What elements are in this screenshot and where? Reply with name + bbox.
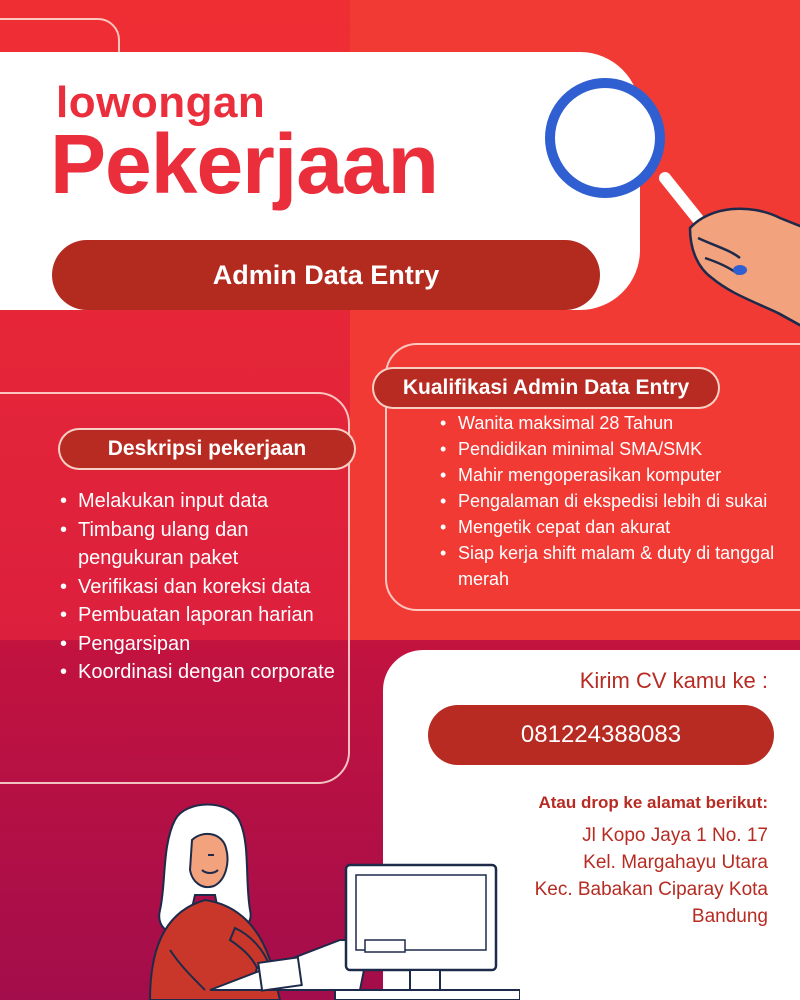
list-item: • Wanita maksimal 28 Tahun — [438, 410, 778, 436]
description-list — [58, 487, 348, 687]
job-title-pill: Admin Data Entry — [52, 240, 600, 310]
list-item: • Mengetik cepat dan akurat — [438, 514, 778, 540]
list-item: • Pendidikan minimal SMA/SMK — [438, 436, 778, 462]
address-block — [500, 822, 768, 930]
address-line: Bandung — [691, 906, 768, 927]
list-item: • Koordinasi dengan corporate — [58, 658, 348, 687]
address-line: Kel. Margahayu Utara — [583, 852, 768, 873]
qualification-list — [438, 410, 778, 592]
address-line: Jl Kopo Jaya 1 No. 17 — [582, 825, 768, 846]
phone-number[interactable]: 081224388083 — [428, 705, 774, 765]
qualification-label: Kualifikasi Admin Data Entry — [372, 367, 720, 409]
woman-at-computer-illustration — [110, 800, 520, 1000]
magnifying-glass-icon — [540, 78, 800, 338]
list-item: • Pengalaman di ekspedisi lebih di sukai — [438, 488, 778, 514]
page-title: Pekerjaan — [50, 117, 438, 211]
list-item: • Timbang ulang dan pengukuran paket — [58, 516, 348, 573]
send-cv-label: Kirim CV kamu ke : — [579, 668, 768, 693]
address-line: Kec. Babakan Ciparay Kota — [534, 879, 768, 900]
drop-address-label: Atau drop ke alamat berikut: — [538, 793, 768, 812]
description-label: Deskripsi pekerjaan — [58, 428, 356, 470]
list-item: • Pengarsipan — [58, 630, 348, 659]
list-item: • Siap kerja shift malam & duty di tanggal merah — [438, 540, 778, 592]
list-item: • Pembuatan laporan harian — [58, 601, 348, 630]
title-small: lowongan — [56, 78, 266, 127]
list-item: • Verifikasi dan koreksi data — [58, 573, 348, 602]
list-item: • Mahir mengoperasikan komputer — [438, 462, 778, 488]
list-item: • Melakukan input data — [58, 487, 348, 516]
